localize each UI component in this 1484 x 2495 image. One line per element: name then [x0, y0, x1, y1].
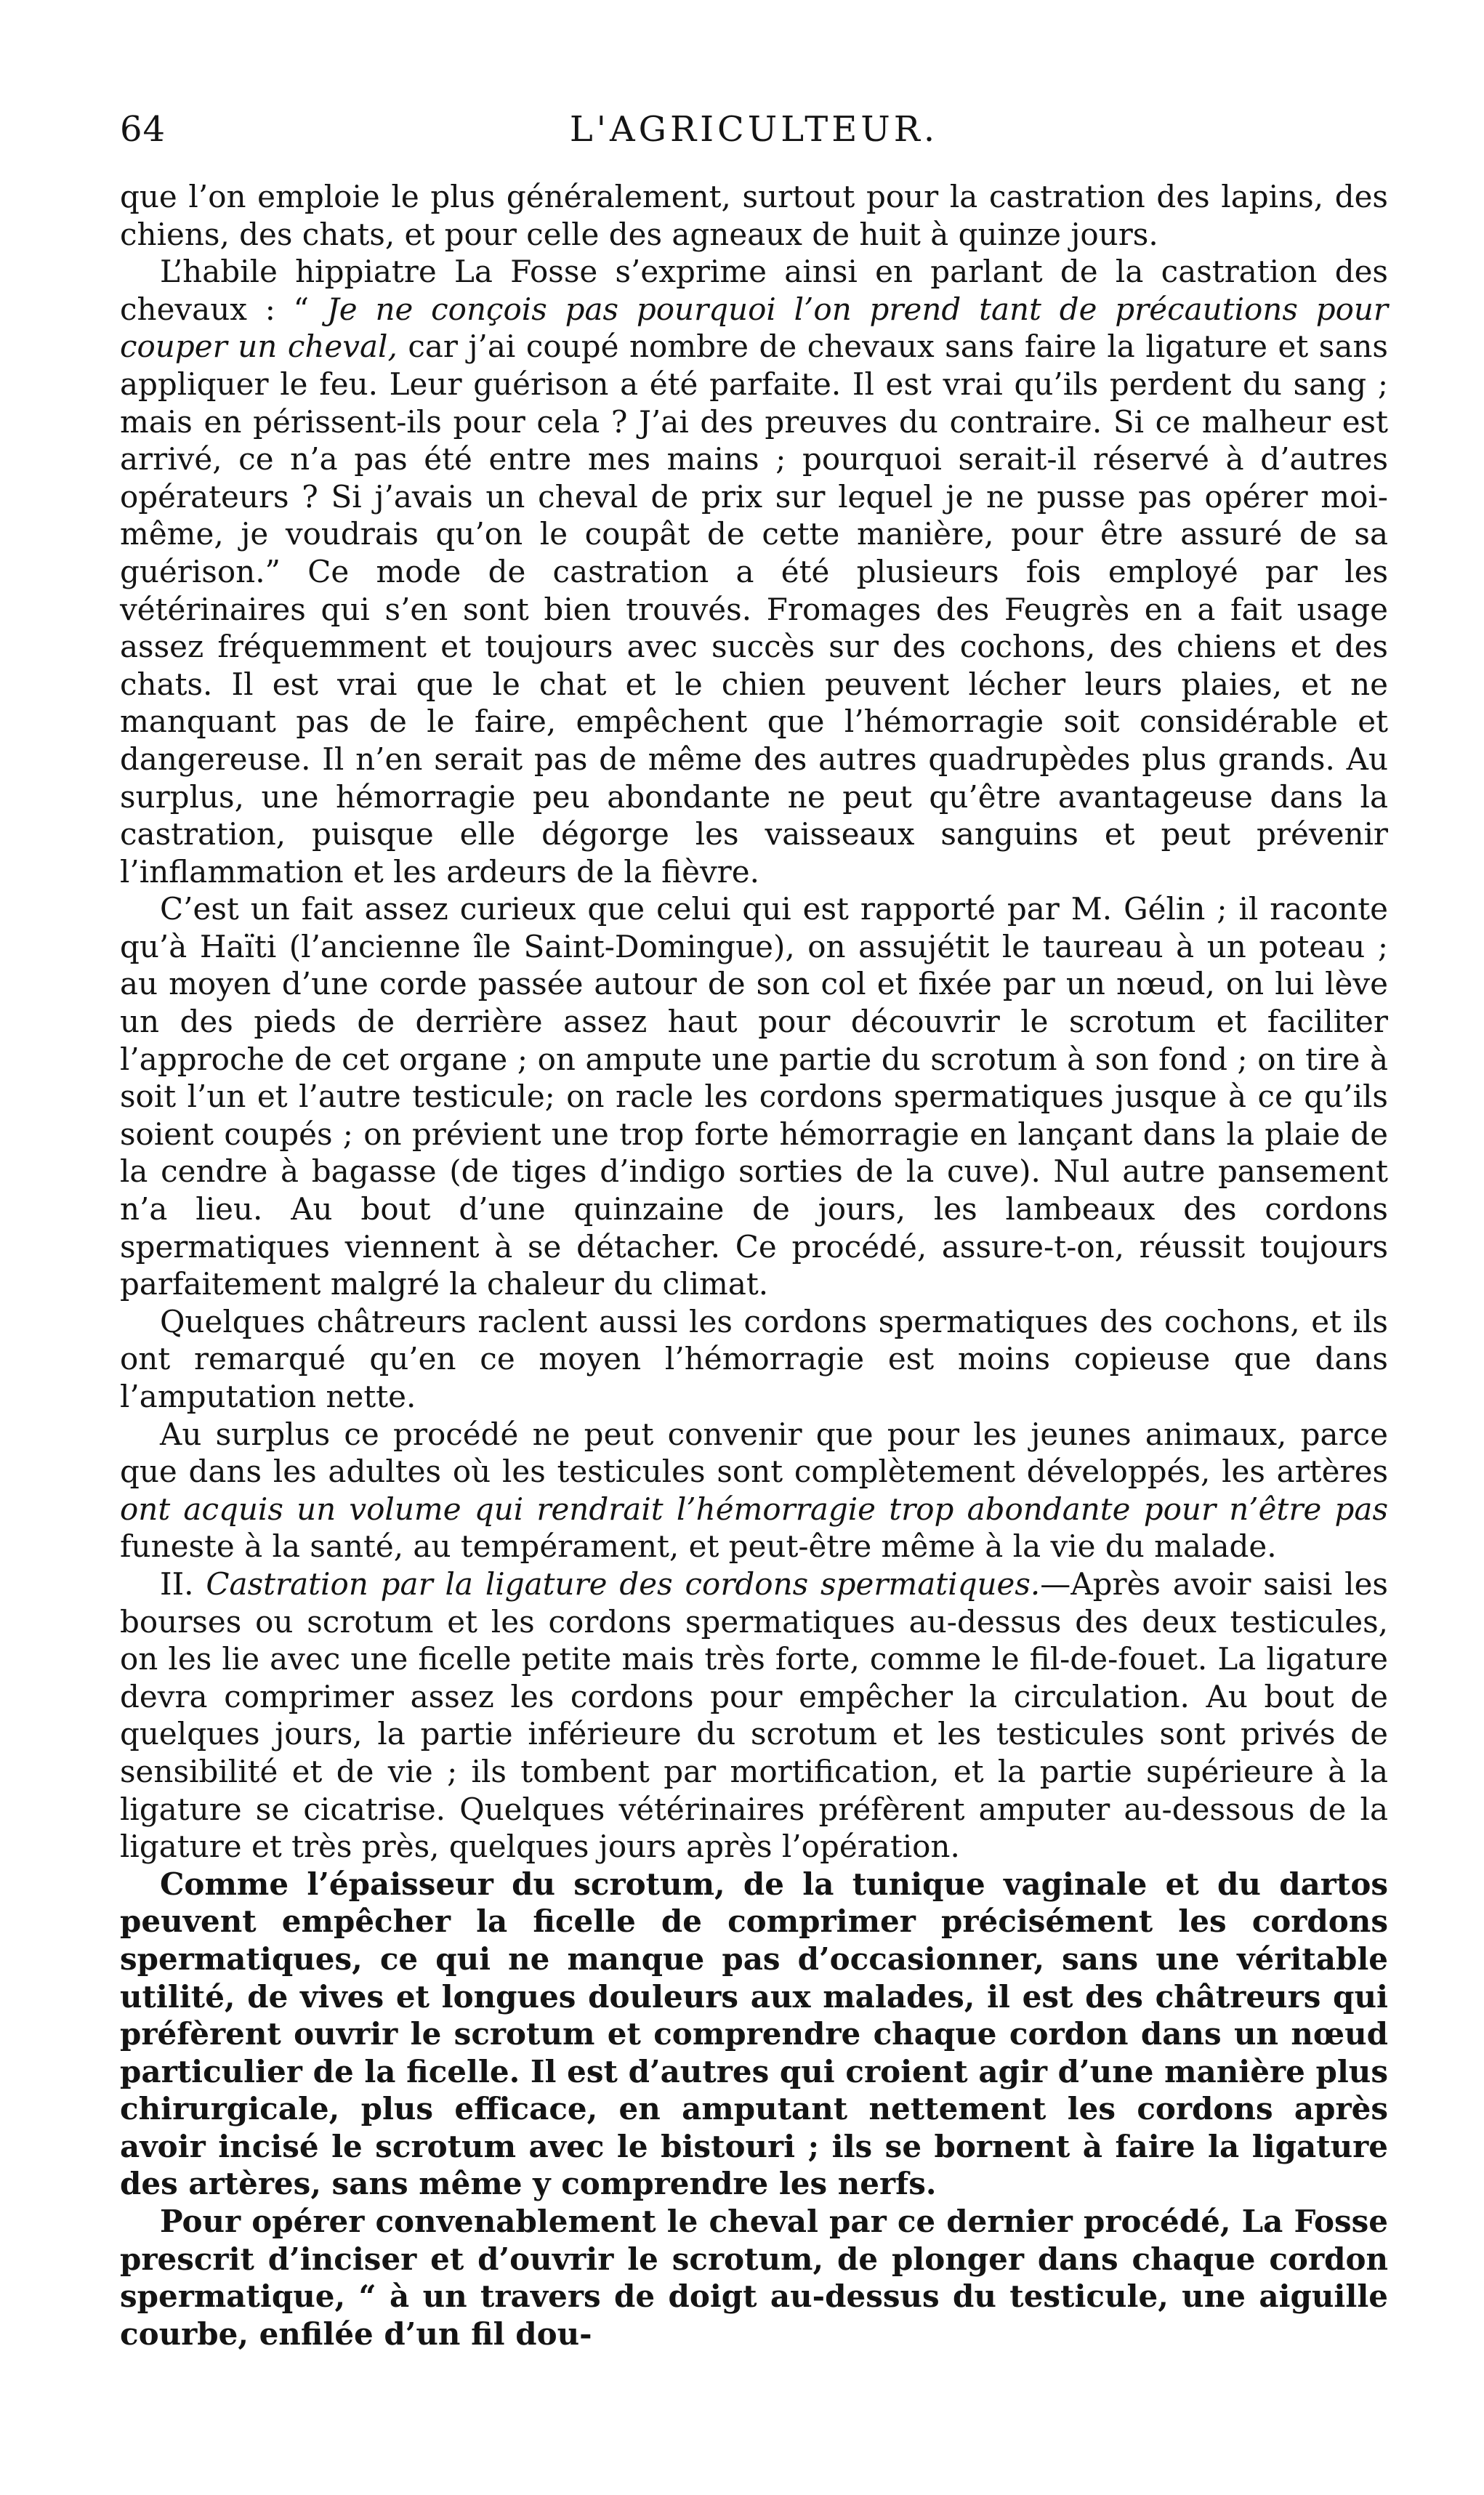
paragraph	[120, 2203, 1388, 2353]
text-run: car j’ai coupé nombre de chevaux sans faire la ligature et sans appliquer le feu. Leur guérison a été parfaite. Il est vrai qu’ils perdent du sang ; mais en périssent-ils pour cela ? J’ai des preuves du contraire. Si ce malheur est arrivé, ce n’a pas été entre mes mains ; pourquoi serait-il réservé à d’autres opérateurs ? Si j’avais un cheval de prix sur lequel je ne pusse pas opérer moi-même, je voudrais qu’on le coupât de cette manière, pour être assuré de sa guérison.” Ce mode de castration a été plusieurs fois employé par les vétérinaires qui s’en sont bien trouvés. Fromages des Feugrès en a fait usage assez fréquemment et toujours avec succès sur des cochons, des chiens et des chats. Il est vrai que le chat et le chien peuvent lécher leurs plaies, et ne manquant pas de le faire, empêchent que l’hémorragie soit considérable et dangereuse. Il n’en serait pas de même des autres quadrupèdes plus grands. Au surplus, une hémorragie peu abondante ne peut qu’être avantageuse dans la castration, puisque elle dégorge les vaisseaux sanguins et peut prévenir l’inflammation et les ardeurs de la fièvre.	[120, 328, 1388, 890]
page-number: 64	[120, 109, 166, 150]
text-run: —Après avoir saisi les bourses ou scrotum et les cordons spermatiques au-dessus des deux testicules, on les lie avec une ficelle petite mais très forte, comme le fil-de-fouet. La ligature devra comprimer assez les cordons pour empêcher la circulation. Au bout de quelques jours, la partie inférieure du scrotum et les testicules sont privés de sensibilité et de vie ; ils tombent par mortification, et la partie supérieure à la ligature se cicatrise. Quelques vétérinaires préfèrent amputer au-dessous de la ligature et très près, quelques jours après l’opération.	[120, 1565, 1388, 1865]
text-run: que l’on emploie le plus généralement, surtout pour la castration des lapins, des chiens, des chats, et pour celle des agneaux de huit à quinze jours.	[120, 179, 1388, 252]
running-title: L'AGRICULTEUR.	[569, 109, 939, 150]
paragraph	[120, 253, 1388, 890]
text-run: funeste à la santé, au tempérament, et peut-être même à la vie du malade.	[120, 1528, 1277, 1565]
text-run: C’est un fait assez curieux que celui qui est rapporté par M. Gélin ; il raconte qu’à Haïti (l’ancienne île Saint-Domingue), on assujétit le taureau à un poteau ; au moyen d’une corde passée autour de son col et fixée par un nœud, on lui lève un des pieds de derrière assez haut pour découvrir le scrotum et faciliter l’approche de cet organe ; on ampute une partie du scrotum à son fond ; on tire à soit l’un et l’autre testicule; on racle les cordons spermatiques jusque à ce qu’ils soient coupés ; on prévient une trop forte hémorragie en lançant dans la plaie de la cendre à bagasse (de tiges d’indigo sorties de la cuve). Nul autre pansement n’a lieu. Au bout d’une quinzaine de jours, les lambeaux des cordons spermatiques viennent à se détacher. Ce procédé, assure-t-on, réussit toujours parfaitement malgré la chaleur du climat.	[120, 891, 1388, 1302]
text-run: L’habile hippiatre La Fosse s’exprime ainsi en parlant de la castration des chevaux : “	[120, 254, 1388, 327]
italic-text: Je ne conçois pas pourquoi l’on prend tant de précautions pour couper un cheval,	[120, 291, 1388, 365]
paragraph	[120, 1303, 1388, 1416]
bold-text: Comme l’épaisseur du scrotum, de la tunique vaginale et du dartos peuvent empêcher la ficelle de comprimer précisément les cordons spermatiques, ce qui ne manque pas d’occasionner, sans une véritable utilité, de vives et longues douleurs aux malades, il est des châtreurs qui préfèrent ouvrir le scrotum et comprendre chaque cordon dans un nœud particulier de la ficelle. Il est d’autres qui croient agir d’une manière plus chirurgicale, plus efficace, en amputant nettement les cordons après avoir incisé le scrotum avec le bistouri ; ils se bornent à faire la ligature des artères, sans même y comprendre les nerfs.	[120, 1866, 1388, 2202]
paragraph	[120, 1866, 1388, 2203]
page-header	[120, 109, 1388, 160]
bold-text: Pour opérer convenablement le cheval par ce dernier procédé, La Fosse prescrit d’inciser et d’ouvrir le scrotum, de plonger dans chaque cordon spermatique, “ à un travers de doigt au-dessus du testicule, une aiguille courbe, enfilée d’un fil dou-	[120, 2204, 1388, 2352]
text-run: II.	[160, 1565, 206, 1602]
text-run: Quelques châtreurs raclent aussi les cordons spermatiques des cochons, et ils ont remarqué qu’en ce moyen l’hémorragie est moins copieuse que dans l’amputation nette.	[120, 1303, 1388, 1414]
italic-text: ont acquis un volume qui rendrait l’hémorragie trop abondante pour n’être pas	[120, 1491, 1388, 1527]
paragraph	[120, 1416, 1388, 1565]
body-text	[120, 178, 1388, 2353]
text-run: Au surplus ce procédé ne peut convenir que pour les jeunes animaux, parce que dans les adultes où les testicules sont complètement développés, les artères	[120, 1416, 1388, 1490]
paragraph	[120, 1565, 1388, 1866]
italic-text: Castration par la ligature des cordons spermatiques.	[206, 1565, 1041, 1602]
paragraph	[120, 890, 1388, 1303]
paragraph	[120, 178, 1388, 253]
